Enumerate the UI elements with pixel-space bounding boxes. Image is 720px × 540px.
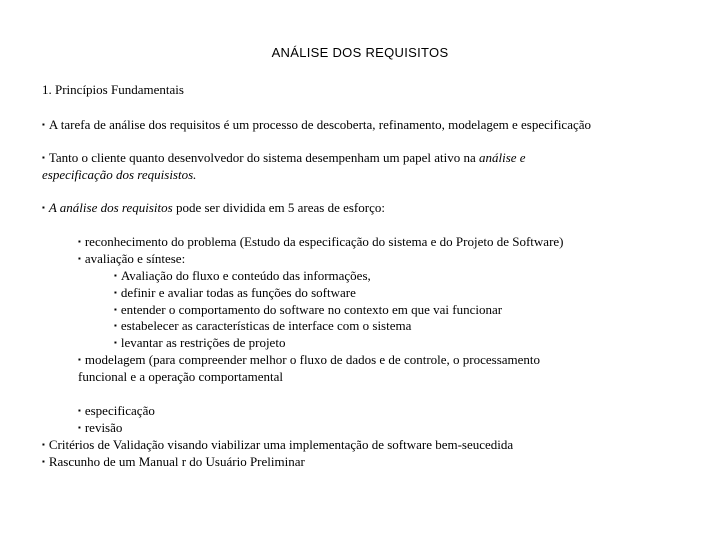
area-item-2 <box>78 251 185 267</box>
area-subitem-3-text: entender o comportamento do software no contexto em que vai funcionar <box>120 302 503 317</box>
bullet-icon: ▪ <box>42 153 45 162</box>
paragraph-2-text: Tanto o cliente quanto desenvolvedor do sistema desempenham um papel ativo na <box>48 150 479 165</box>
area-item-4 <box>78 403 155 419</box>
bullet-icon: ▪ <box>78 423 81 432</box>
bullet-icon: ▪ <box>114 288 117 297</box>
extra-item-1-text: Critérios de Validação visando viabilizar uma implementação de software bem-seucedida <box>48 437 514 452</box>
bullet-icon: ▪ <box>114 305 117 314</box>
bullet-icon: ▪ <box>114 321 117 330</box>
area-item-3-line-1 <box>78 352 540 368</box>
section-heading: 1. Princípios Fundamentais <box>42 82 184 97</box>
paragraph-3 <box>42 200 385 216</box>
paragraph-1 <box>42 117 591 133</box>
area-subitem-5-text: levantar as restrições de projeto <box>120 335 286 350</box>
bullet-icon: ▪ <box>42 440 45 449</box>
paragraph-2-line-1 <box>42 150 526 166</box>
paragraph-3-italic: A análise dos requisitos <box>48 200 173 215</box>
bullet-icon: ▪ <box>78 406 81 415</box>
area-item-5 <box>78 420 122 436</box>
area-subitem-2-text: definir e avaliar todas as funções do software <box>120 285 356 300</box>
area-item-3-line-2: funcional e a operação comportamental <box>78 369 284 384</box>
slide-title: ANÁLISE DOS REQUISITOS <box>271 45 449 60</box>
area-item-5-text: revisão <box>84 420 123 435</box>
bullet-icon: ▪ <box>78 254 81 263</box>
bullet-icon: ▪ <box>78 355 81 364</box>
extra-item-2-text: Rascunho de um Manual r do Usuário Preliminar <box>48 454 305 469</box>
bullet-icon: ▪ <box>78 237 81 246</box>
paragraph-2-italic-a: análise e <box>478 150 526 165</box>
area-subitem-3 <box>114 302 502 318</box>
area-subitem-5 <box>114 335 285 351</box>
paragraph-1-text: A tarefa de análise dos requisitos é um processo de descoberta, refinamento, modelagem e especificação <box>48 117 592 132</box>
extra-item-2 <box>42 454 305 470</box>
bullet-icon: ▪ <box>42 457 45 466</box>
paragraph-3-text: pode ser dividida em 5 areas de esforço: <box>172 200 385 215</box>
area-item-4-text: especificação <box>84 403 155 418</box>
area-item-1-text: reconhecimento do problema (Estudo da especificação do sistema e do Projeto de Software) <box>84 234 564 249</box>
paragraph-2-line-2: especificação dos requisistos. <box>42 167 197 182</box>
bullet-icon: ▪ <box>42 203 45 212</box>
bullet-icon: ▪ <box>114 338 117 347</box>
bullet-icon: ▪ <box>42 120 45 129</box>
bullet-icon: ▪ <box>114 271 117 280</box>
area-subitem-1-text: Avaliação do fluxo e conteúdo das informações, <box>120 268 371 283</box>
area-item-3-text: modelagem (para compreender melhor o fluxo de dados e de controle, o processamento <box>84 352 541 367</box>
area-item-1 <box>78 234 564 250</box>
area-subitem-4 <box>114 318 411 334</box>
area-item-2-text: avaliação e síntese: <box>84 251 186 266</box>
area-subitem-4-text: estabelecer as características de interface com o sistema <box>120 318 412 333</box>
extra-item-1 <box>42 437 513 453</box>
area-subitem-1 <box>114 268 371 284</box>
area-subitem-2 <box>114 285 356 301</box>
